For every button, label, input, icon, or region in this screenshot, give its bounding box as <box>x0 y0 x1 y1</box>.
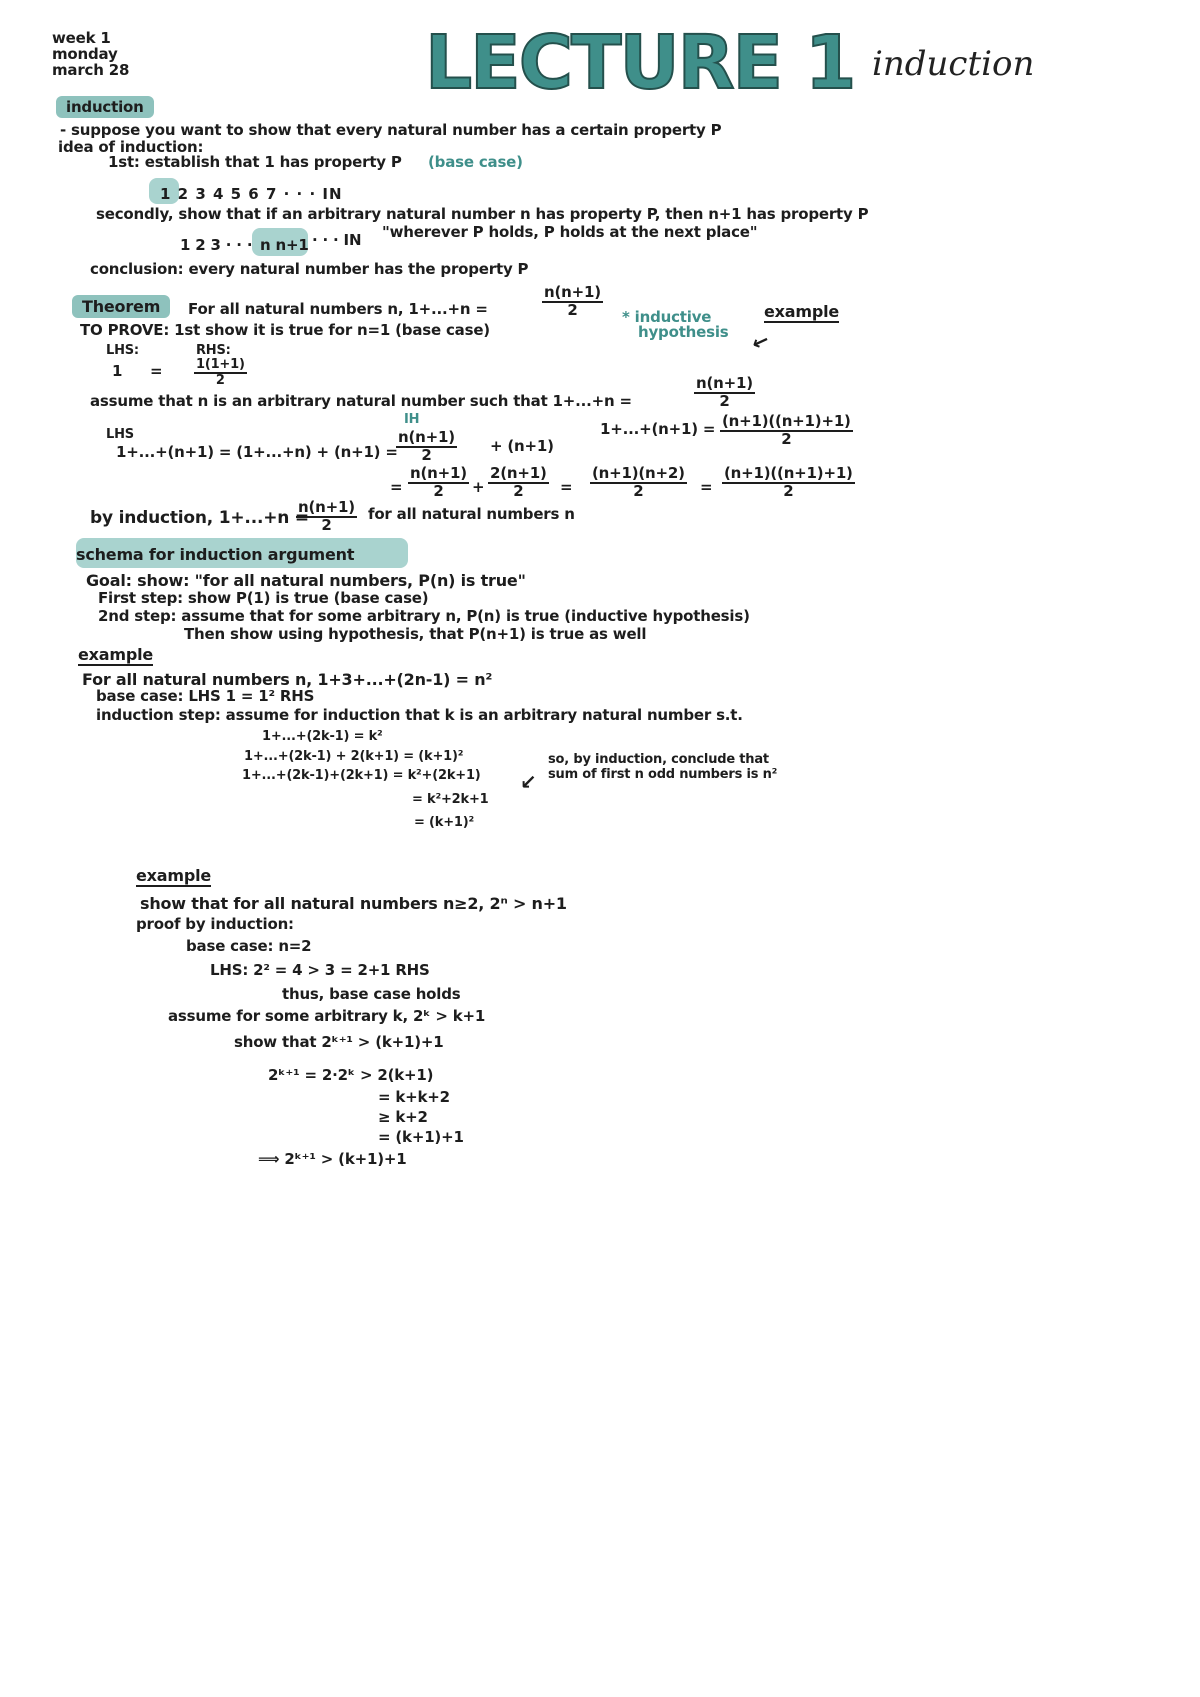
lhs2-label: LHS <box>106 427 134 442</box>
assume-frac-num: n(n+1) <box>696 374 753 392</box>
example1-note-1: so, by induction, conclude that <box>548 752 769 767</box>
example2-chain-3: ≥ k+2 <box>378 1108 428 1126</box>
day-label: monday <box>52 45 118 63</box>
intro-line: - suppose you want to show that every natural number has a certain property P <box>60 121 722 139</box>
theorem-fraction <box>542 285 603 319</box>
schema-first-step: First step: show P(1) is true (base case) <box>98 589 429 607</box>
example-frac-num: (n+1)((n+1)+1) <box>722 412 851 430</box>
conclusion-line: conclusion: every natural number has the property P <box>90 260 529 278</box>
step1-frac-den: 2 <box>421 445 432 464</box>
example1-label: example <box>78 645 154 664</box>
idea-line: idea of induction: <box>58 138 204 156</box>
rhs-fraction <box>194 358 247 387</box>
rhs-frac-num: 1(1+1) <box>196 357 245 372</box>
step2-b-num: 2(n+1) <box>490 464 547 482</box>
assume-fraction <box>694 376 755 410</box>
by-induction-fraction <box>296 500 357 534</box>
wherever-quote: "wherever P holds, P holds at the next place" <box>382 223 758 241</box>
theorem-frac-num: n(n+1) <box>544 283 601 301</box>
example2-base: base case: n=2 <box>186 937 312 955</box>
example2-chain-4: = (k+1)+1 <box>378 1128 464 1146</box>
example1-statement: For all natural numbers n, 1+3+...+(2n-1) = n² <box>82 670 493 689</box>
step1-line: 1+...+(n+1) = (1+...+n) + (n+1) = <box>116 443 398 461</box>
to-prove-line: TO PROVE: 1st show it is true for n=1 (base case) <box>80 321 490 339</box>
theorem-label: Theorem <box>72 295 170 318</box>
number-line-2: 1 2 3 · · · <box>180 236 253 254</box>
assume-frac-den: 2 <box>719 391 730 410</box>
theorem-statement: For all natural numbers n, 1+...+n = <box>188 300 488 318</box>
example-lhs: 1+...+(n+1) = <box>600 420 716 438</box>
example-frac-den: 2 <box>781 429 792 448</box>
example1-line3: 1+...+(2k-1)+(2k+1) = k²+(2k+1) <box>242 768 481 783</box>
theorem-example-label: example <box>764 302 840 321</box>
schema-second-step: 2nd step: assume that for some arbitrary n, P(n) is true (inductive hypothesis) <box>98 607 750 625</box>
rhs-label: RHS: <box>196 343 231 358</box>
step2-a-den: 2 <box>433 481 444 500</box>
date-label: march 28 <box>52 61 130 79</box>
by-ind-num: n(n+1) <box>298 498 355 516</box>
step2-c-den: 2 <box>633 481 644 500</box>
step2-eq: = <box>390 478 403 496</box>
first-step-line: 1st: establish that 1 has property P <box>108 153 402 171</box>
assume-line: assume that n is an arbitrary natural number such that 1+...+n = <box>90 392 632 410</box>
example1-step: induction step: assume for induction that k is an arbitrary natural number s.t. <box>96 706 743 724</box>
step2-frac-b <box>488 466 549 500</box>
step2-plus: + <box>472 478 485 496</box>
schema-then: Then show using hypothesis, that P(n+1) is true as well <box>184 625 647 643</box>
topic-label: induction <box>872 44 1035 84</box>
n-n1-label: n n+1 <box>260 236 309 254</box>
ind-hyp-line-1: * inductive <box>622 308 712 326</box>
week-label: week 1 <box>52 29 111 47</box>
step2-c-num: (n+1)(n+2) <box>592 464 685 482</box>
example1-base: base case: LHS 1 = 1² RHS <box>96 687 315 705</box>
rhs-frac-den: 2 <box>215 372 225 388</box>
example2-chain-5: ⟹ 2ᵏ⁺¹ > (k+1)+1 <box>258 1150 407 1168</box>
step2-eq3: = <box>700 478 713 496</box>
ih-label: IH <box>404 412 420 427</box>
arrow-left-icon: ↙ <box>520 770 537 794</box>
secondly-line: secondly, show that if an arbitrary natural number n has property P, then n+1 has property P <box>96 205 869 223</box>
example2-chain-2: = k+k+2 <box>378 1088 450 1106</box>
example-fraction <box>720 414 853 448</box>
lhs-label: LHS: <box>106 343 139 358</box>
schema-label: schema for induction argument <box>76 545 355 564</box>
step2-frac-a <box>408 466 469 500</box>
step2-frac-d <box>722 466 855 500</box>
example2-statement: show that for all natural numbers n≥2, 2ⁿ > n+1 <box>140 894 567 913</box>
page-title: LECTURE 1 <box>425 20 855 106</box>
example2-label: example <box>136 866 212 885</box>
number-line-2-end: · · · IN <box>312 231 362 249</box>
ind-hyp-line-2: hypothesis <box>638 323 729 341</box>
by-ind-den: 2 <box>321 515 332 534</box>
section-label-induction: induction <box>56 96 154 118</box>
step2-frac-c <box>590 466 687 500</box>
lhs-value: 1 <box>112 362 123 380</box>
example2-holds: thus, base case holds <box>282 985 461 1003</box>
by-induction-line: by induction, 1+...+n = <box>90 508 309 528</box>
equals-sign: = <box>150 362 163 380</box>
base-case-label: (base case) <box>428 153 523 171</box>
number-line-1: 1 2 3 4 5 6 7 · · · IN <box>160 185 343 203</box>
example2-lhs: LHS: 2² = 4 > 3 = 2+1 RHS <box>210 961 430 979</box>
example2-assume: assume for some arbitrary k, 2ᵏ > k+1 <box>168 1007 486 1025</box>
date-block <box>52 30 129 78</box>
arrow-icon: ↙ <box>748 327 773 357</box>
step2-d-num: (n+1)((n+1)+1) <box>724 464 853 482</box>
example1-note-2: sum of first n odd numbers is n² <box>548 767 778 782</box>
example2-proof: proof by induction: <box>136 915 294 933</box>
example1-note <box>548 752 777 782</box>
example1-line2: 1+...+(2k-1) + 2(k+1) = (k+1)² <box>244 749 464 764</box>
step2-d-den: 2 <box>783 481 794 500</box>
step1-fraction <box>396 430 457 464</box>
example2-show: show that 2ᵏ⁺¹ > (k+1)+1 <box>234 1033 444 1051</box>
inductive-hypothesis-note <box>622 310 729 340</box>
step1-end: + (n+1) <box>490 437 554 455</box>
example2-chain-1: 2ᵏ⁺¹ = 2·2ᵏ > 2(k+1) <box>268 1066 434 1084</box>
example1-line1: 1+...+(2k-1) = k² <box>262 729 383 744</box>
by-induction-end: for all natural numbers n <box>368 505 575 523</box>
schema-goal: Goal: show: "for all natural numbers, P(n) is true" <box>86 571 526 590</box>
example1-line5: = (k+1)² <box>414 815 474 830</box>
step2-a-num: n(n+1) <box>410 464 467 482</box>
example1-line4: = k²+2k+1 <box>412 792 489 807</box>
theorem-frac-den: 2 <box>567 300 578 319</box>
step1-frac-num: n(n+1) <box>398 428 455 446</box>
step2-eq2: = <box>560 478 573 496</box>
step2-b-den: 2 <box>513 481 524 500</box>
